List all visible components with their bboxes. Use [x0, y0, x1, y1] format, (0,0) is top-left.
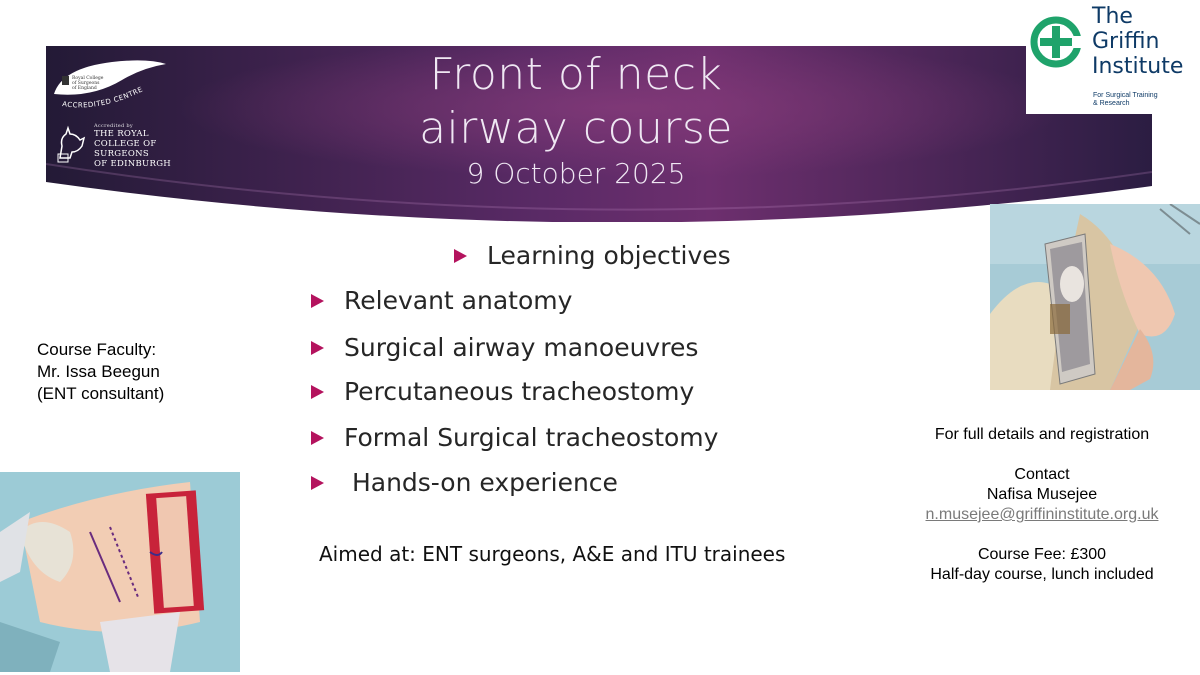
objective-text: Percutaneous tracheostomy [344, 377, 695, 406]
bullet-arrow-icon [311, 294, 324, 308]
objective-item [311, 286, 572, 315]
objective-item [311, 468, 618, 497]
objective-text: Formal Surgical tracheostomy [344, 423, 719, 452]
griffin-institute-logo [1026, 2, 1198, 114]
contact-label: Contact [1014, 466, 1070, 483]
objective-text: Surgical airway manoeuvres [344, 333, 699, 362]
details-text: For full details and registration [934, 426, 1150, 443]
title-line-1: Front of neck [429, 49, 723, 100]
griffin-cross-icon [1028, 12, 1088, 72]
course-fee: Course Fee: £300 [977, 546, 1107, 563]
griffin-word-the: The [1092, 4, 1133, 29]
bullet-arrow-icon [311, 431, 324, 445]
griffin-word-institute: Institute [1092, 54, 1184, 79]
rcse-line: SURGEONS [94, 149, 150, 159]
unicorn-crest-icon [54, 124, 90, 164]
svg-text:of Surgeons: of Surgeons [72, 81, 100, 86]
griffin-tagline [1093, 92, 1158, 108]
tagline-line: & Research [1093, 100, 1130, 107]
title-banner [46, 46, 1152, 222]
title-line-2: airway course [419, 103, 733, 154]
bullet-arrow-icon [311, 385, 324, 399]
bullet-arrow-icon [311, 476, 324, 490]
target-audience: Aimed at: ENT surgeons, A&E and ITU trainees [319, 542, 786, 566]
registration-info [902, 425, 1182, 585]
objective-item [311, 377, 694, 406]
objectives-heading [454, 241, 731, 270]
accredited-centre-text: ACCREDITED CENTRE [61, 85, 145, 110]
faculty-role: (ENT consultant) [37, 384, 165, 403]
course-date: 9 October 2025 [466, 157, 686, 190]
griffin-word-griffin: Griffin [1092, 29, 1160, 54]
course-faculty [37, 339, 164, 405]
trachea-model-photo [990, 204, 1200, 390]
bullet-arrow-icon [311, 341, 324, 355]
objective-item [311, 423, 718, 452]
rcse-line: THE ROYAL [94, 129, 149, 139]
rcs-edinburgh-logo [54, 120, 204, 170]
svg-text:of England: of England [72, 86, 97, 91]
objective-text: Hands-on experience [344, 468, 618, 497]
course-title [346, 46, 806, 192]
objective-text: Relevant anatomy [344, 286, 573, 315]
accredited-by-text: Accredited by [94, 123, 134, 129]
rcse-line: COLLEGE OF [94, 139, 157, 149]
objectives-heading-text: Learning objectives [487, 241, 731, 270]
objective-item [311, 333, 698, 362]
contact-email-link[interactable]: n.musejee@griffininstitute.org.uk [925, 506, 1159, 523]
rcse-line: OF EDINBURGH [94, 159, 171, 169]
neck-model-photo [0, 472, 240, 672]
svg-text:Royal College: Royal College [72, 76, 104, 81]
bullet-arrow-icon [454, 249, 467, 263]
tagline-line: For Surgical Training [1093, 92, 1158, 99]
faculty-name: Mr. Issa Beegun [37, 362, 160, 381]
contact-name: Nafisa Musejee [986, 486, 1098, 503]
course-duration: Half-day course, lunch included [930, 566, 1154, 583]
rcs-england-accredited-logo [52, 54, 172, 120]
faculty-heading: Course Faculty: [37, 340, 157, 359]
